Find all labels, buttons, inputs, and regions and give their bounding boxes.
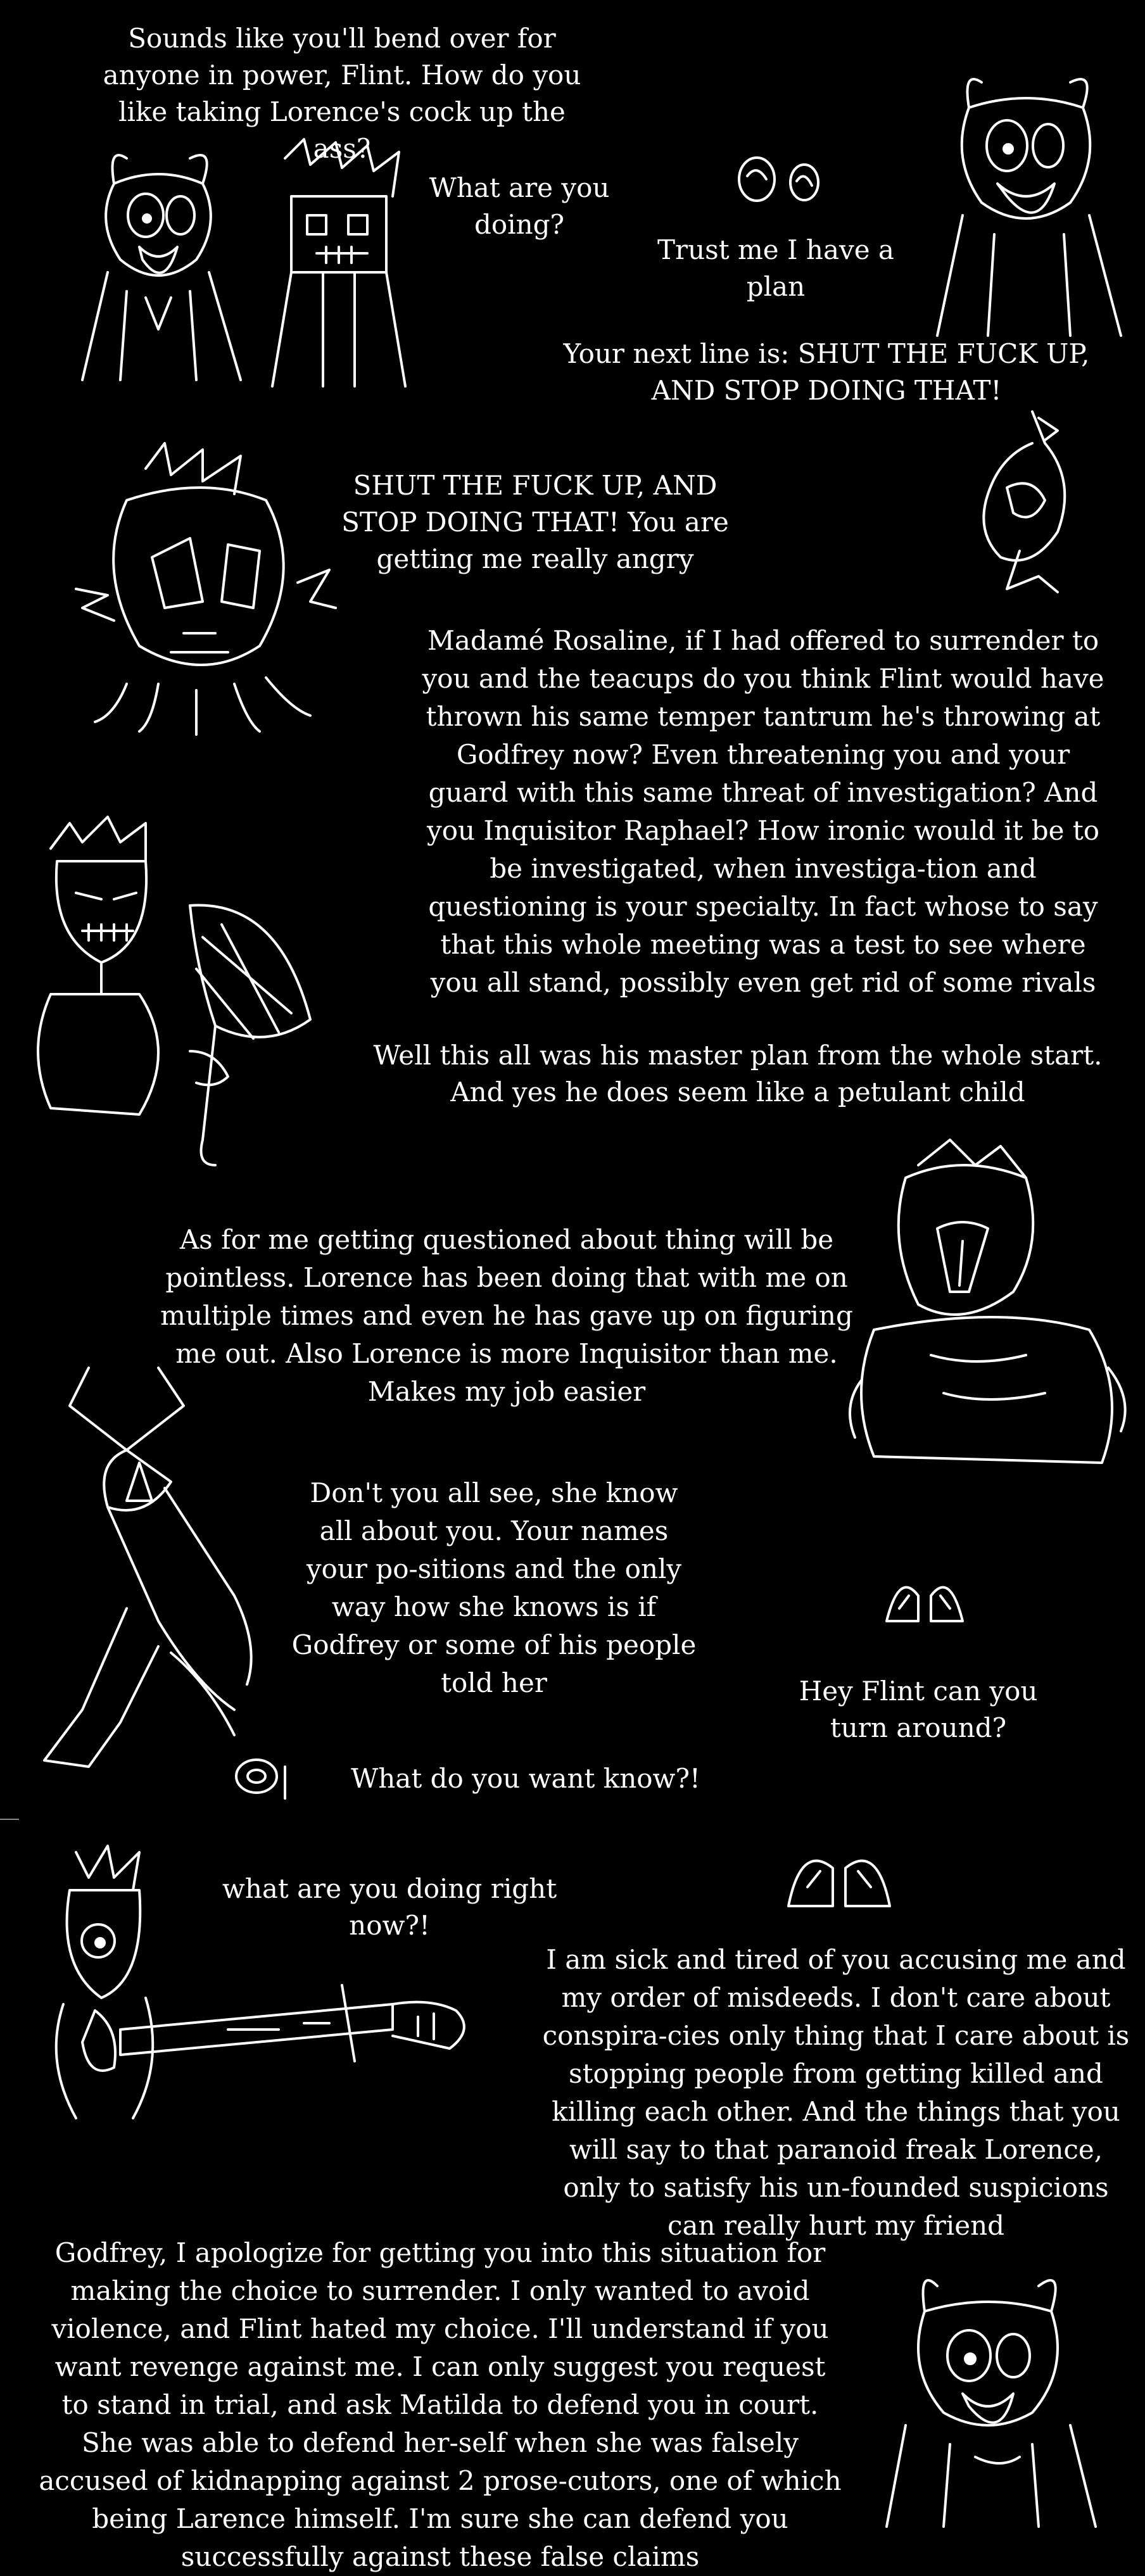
dialogue-trust-me: Trust me I have a plan [657,234,894,302]
floating-eyes-figure [735,151,830,208]
small-face-figure [228,1748,298,1805]
character-with-sword-figure [38,1840,545,2125]
dialogue-she-knows: Don't you all see, she know all about you. Your names your po-sitions and the only way how she knows is if Godfrey or some of his people told her [291,1477,697,1698]
woman-with-parasol-figure [13,811,367,1184]
eyes-peeking-figure [880,1558,969,1634]
dialogue-madame-rosaline: Madamé Rosaline, if I had offered to surrender to you and the teacups do you think Flint would have thrown his same temper tantrum he's throwing at Godfrey now? Even threatening you and your guard with this same threat of investigation? And you Inquisitor Raphael? How ironic would it be to be investigated, when investiga-tion and questioning is your specialty. In fact whose to say that this whole meeting was a test to see where you all stand, possibly even get rid of some rivals [422,625,1104,998]
dialogue-godfrey-apology: Godfrey, I apologize for getting you into this situation for making the choice to surrender. I only wanted to avoid violence, and Flint hated my choice. I'll understand if you want revenge against me. I can only suggest you request to stand in trial, and ask Matilda to defend you in court. She was able to defend her-self when she was falsely accused of kidnapping against 2 prose-cutors, one of which being Larence himself. I'm sure she can defend you successfully against these false claims [39,2237,842,2572]
dialogue-what-are-you-doing: What are you doing? [429,172,610,240]
spiky-angry-character-figure [57,443,342,741]
dialogue-turn-around: Hey Flint can you turn around? [799,1676,1038,1743]
dialogue-what-are-you-doing-now: what are you doing right now?! [222,1873,557,1941]
panel-separator [0,1819,19,1820]
fish-creature-figure [963,405,1089,595]
jester-character-right-figure [937,70,1127,336]
eyes-peeking-figure-2 [782,1824,896,1919]
boxy-character-figure [266,139,412,386]
dialogue-what-do-you-want: What do you want know?! [351,1763,700,1794]
dialogue-sick-and-tired: I am sick and tired of you accusing me and my order of misdeeds. I don't care about conspira-cies only thing that I care about is stopping people from getting killed and killing each other. And the things that you will say to that paranoid freak Lorence, only to satisfy his un-founded suspicions can really hurt my friend [542,1944,1130,2241]
dialogue-flint-taunt: Sounds like you'll bend over for anyone in power, Flint. How do you like taking Lorence's cock up the ass? [103,23,581,164]
jester-worried-figure [880,2267,1108,2533]
dialogue-shut-up-angry: SHUT THE FUCK UP, AND STOP DOING THAT! You are getting me really angry [341,470,729,574]
hooded-inquisitor-figure [836,1140,1134,1469]
dialogue-master-plan: Well this all was his master plan from the whole start. And yes he does seem like a petulant child [373,1040,1103,1108]
dialogue-your-next-line: Your next line is: SHUT THE FUCK UP, AND STOP DOING THAT! [563,338,1090,406]
flint-pointing-figure [32,1355,285,1798]
dialogue-questioned-pointless: As for me getting questioned about thing will be pointless. Lorence has been doing that with me on multiple times and even he has gave up on figuring me out. Also Lorence is more Inquisitor than me. Makes my job easier [160,1224,853,1407]
jester-character-figure [70,146,266,386]
